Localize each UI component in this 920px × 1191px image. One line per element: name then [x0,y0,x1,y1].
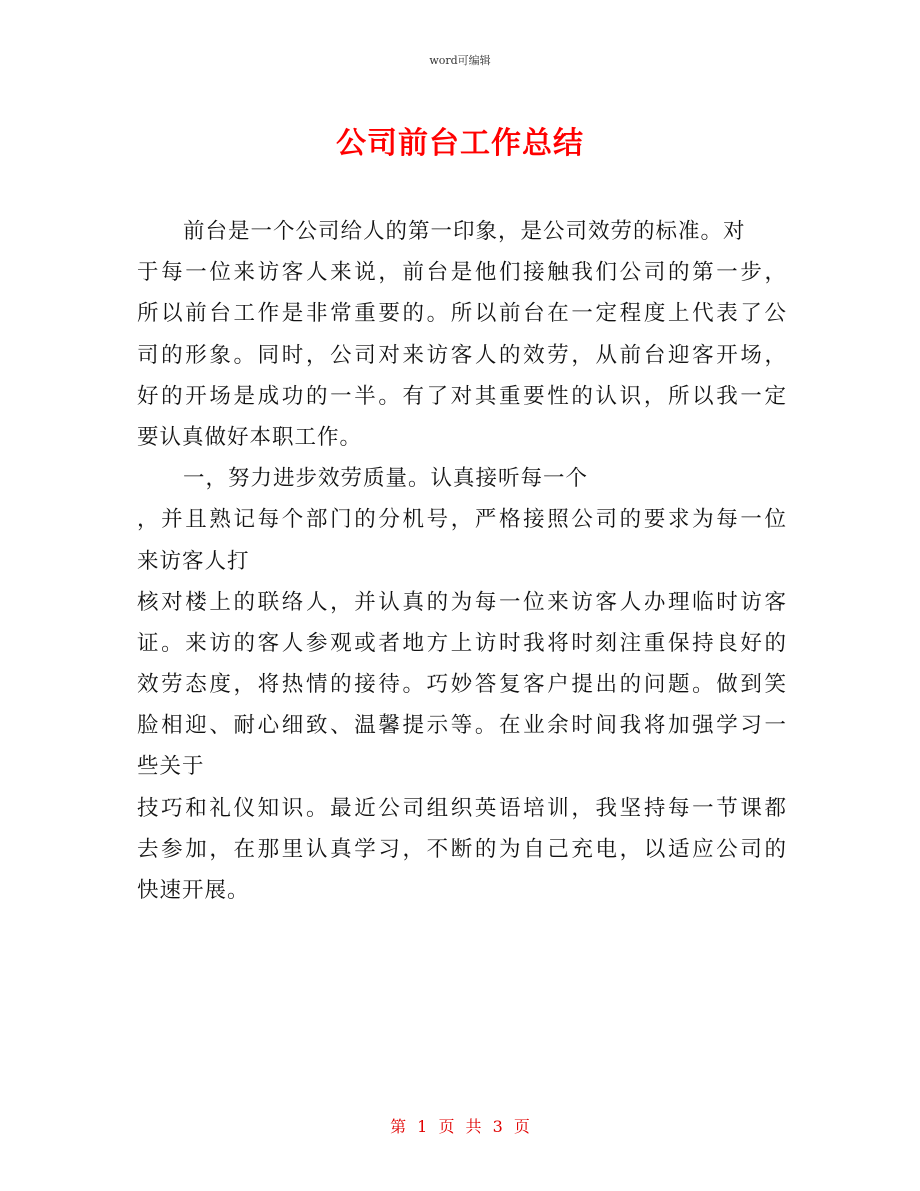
text-line: 证。来访的客人参观或者地方上访时我将时刻注重保持良好的 [137,630,787,656]
page-number-footer: 第 1 页 共 3 页 [390,1117,530,1136]
text-line: 去参加，在那里认真学习，不断的为自己充电，以适应公司的 [137,836,787,862]
text-line: 快速开展。 [137,878,250,903]
text-line: 来访客人打 [137,548,250,574]
text-line: 核对楼上的联络人，并认真的为每一位来访客人办理临时访客 [137,589,787,615]
text-line: 前台是一个公司给人的第一印象，是公司效劳的标准。对 [183,219,746,244]
text-line: 一，努力进步效劳质量。认真接听每一个 [183,466,589,492]
text-line: 于每一位来访客人来说，前台是他们接触我们公司的第一步， [137,260,787,286]
text-line: 司的形象。同时，公司对来访客人的效劳，从前台迎客开场， [137,342,787,368]
text-line: 技巧和礼仪知识。最近公司组织英语培训，我坚持每一节课都 [137,795,787,821]
text-line: 脸相迎、耐心细致、温馨提示等。在业余时间我将加强学习一 [137,713,787,739]
document-body [137,211,787,911]
text-line: 好的开场是成功的一半。有了对其重要性的认识，所以我一定 [137,383,787,409]
header-note: word可编辑 [429,54,491,67]
document-title: 公司前台工作总结 [336,126,584,161]
text-line: ，并且熟记每个部门的分机号，严格接照公司的要求为每一位 [137,507,787,533]
text-line: 些关于 [137,754,205,780]
text-line: 所以前台工作是非常重要的。所以前台在一定程度上代表了公 [137,301,787,327]
text-line: 效劳态度，将热情的接待。巧妙答复客户提出的问题。做到笑 [137,672,787,698]
text-line: 要认真做好本职工作。 [137,424,363,450]
